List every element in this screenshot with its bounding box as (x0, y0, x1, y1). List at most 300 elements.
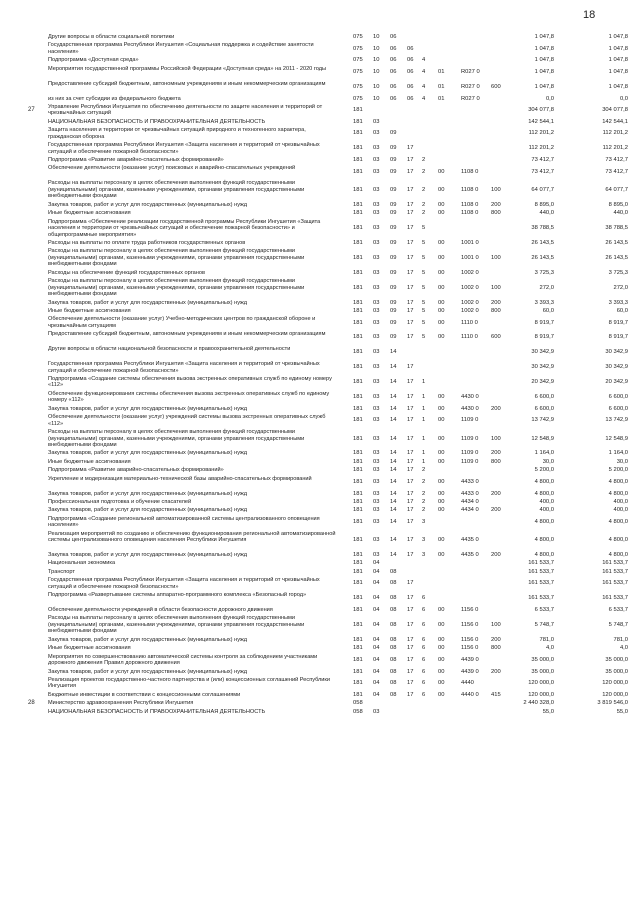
cell-s3: 4439 0 (461, 656, 479, 663)
cell-s3: 4434 0 (461, 507, 479, 514)
cell-pg: 17 (407, 168, 414, 175)
cell-gr: 181 (353, 645, 363, 652)
cell-a1: 272,0 (539, 284, 554, 291)
cell-pr: 06 (390, 34, 397, 40)
row-name: Закупка товаров, работ и услуг для государственных (муниципальных) нужд (48, 552, 248, 558)
cell-s1: 3 (422, 518, 426, 525)
cell-pr: 09 (390, 186, 397, 193)
cell-gr: 075 (353, 68, 363, 75)
cell-a2: 4 800,0 (608, 537, 628, 544)
cell-pg: 17 (407, 435, 414, 442)
cell-s1: 6 (422, 607, 426, 613)
table-row (0, 507, 640, 514)
cell-a2: 781,0 (613, 636, 628, 643)
cell-pr: 14 (390, 490, 397, 497)
table-row (0, 476, 640, 489)
row-name: Профессиональная подготовка и обучение спасателей (48, 498, 192, 505)
row-name: Национальная экономика (48, 560, 116, 567)
cell-a2: 30 342,9 (605, 349, 628, 356)
cell-pr: 09 (390, 157, 397, 163)
cell-a1: 161 533,7 (528, 580, 554, 587)
cell-rz: 03 (373, 168, 380, 175)
cell-a1: 30 342,9 (531, 364, 554, 371)
table-row (0, 429, 640, 449)
cell-s3: 1109 0 (461, 450, 479, 457)
table-row (0, 127, 640, 140)
cell-pr: 14 (390, 379, 397, 386)
cell-a2: 112 201,2 (602, 145, 628, 152)
cell-a1: 55,0 (542, 708, 554, 715)
cell-s1: 2 (422, 210, 426, 217)
cell-pr: 14 (390, 394, 397, 401)
cell-rz: 04 (373, 568, 380, 575)
row-name: Закупка товаров, работ и услуг для государственных (муниципальных) нужд (48, 299, 248, 306)
table-row (0, 157, 640, 164)
table-row (0, 331, 640, 344)
cell-pr: 09 (390, 307, 397, 314)
cell-a2: 112 201,2 (602, 130, 628, 137)
cell-pr: 09 (390, 269, 397, 276)
cell-s3: 1110 0 (461, 334, 478, 341)
cell-pr: 06 (390, 95, 397, 102)
cell-gr: 181 (353, 668, 363, 675)
cell-a2: 73 412,7 (605, 157, 628, 163)
table-row (0, 467, 640, 474)
row-name: из них за счет субсидии из федерального бюджета (48, 95, 181, 102)
cell-pr: 08 (390, 607, 397, 613)
cell-s3: R027 0 (461, 68, 480, 75)
cell-vr: 200 (491, 668, 501, 675)
table-row (0, 278, 640, 298)
cell-s1: 2 (422, 157, 426, 163)
cell-s2: 00 (438, 458, 445, 465)
cell-vr: 800 (491, 307, 501, 314)
cell-pr: 08 (390, 656, 397, 663)
cell-s2: 00 (438, 537, 445, 544)
cell-s3: 4434 0 (461, 498, 479, 505)
cell-gr: 181 (353, 560, 363, 567)
cell-s3: 4433 0 (461, 478, 479, 485)
cell-a2: 3 819 546,0 (597, 700, 628, 707)
cell-a1: 1 047,8 (534, 68, 554, 75)
table-row (0, 240, 640, 247)
row-name: Государственная программа Республики Ингушетия «Защита населения и территорий от чрезвычайных ситуаций и обеспечение пожарной безопасности» (48, 142, 320, 155)
cell-pr: 09 (390, 201, 397, 208)
cell-s1: 6 (422, 656, 426, 663)
cell-s1: 2 (422, 467, 426, 474)
cell-a2: 161 533,7 (602, 580, 628, 587)
cell-a1: 1 047,8 (534, 83, 554, 90)
cell-pg: 17 (407, 307, 414, 314)
cell-a1: 26 143,5 (531, 254, 554, 261)
cell-a2: 4 800,0 (608, 552, 628, 558)
cell-a2: 6 600,0 (608, 394, 628, 401)
table-row (0, 180, 640, 200)
cell-pg: 17 (407, 552, 414, 558)
cell-vr: 100 (491, 284, 501, 291)
row-name: Иные бюджетные ассигнования (48, 645, 131, 652)
table-row (0, 219, 640, 239)
cell-a2: 1 047,8 (608, 57, 628, 64)
cell-s3: 1108 0 (461, 168, 479, 175)
cell-a1: 1 047,8 (534, 57, 554, 64)
cell-s3: 1001 0 (461, 254, 479, 261)
cell-gr: 181 (353, 458, 363, 465)
cell-s3: 4435 0 (461, 552, 479, 558)
cell-pg: 17 (407, 490, 414, 497)
cell-a1: 161 533,7 (528, 568, 554, 575)
cell-vr: 200 (491, 201, 501, 208)
cell-a2: 1 047,8 (608, 45, 628, 52)
cell-s2: 00 (438, 210, 445, 217)
cell-s1: 5 (422, 319, 426, 326)
cell-pg: 17 (407, 157, 414, 163)
cell-pg: 17 (407, 334, 414, 341)
cell-a2: 142 544,1 (602, 118, 628, 125)
cell-rz: 04 (373, 607, 380, 613)
table-row (0, 104, 640, 117)
cell-a1: 30,0 (542, 458, 554, 465)
cell-a1: 12 548,9 (531, 435, 554, 442)
cell-vr: 600 (491, 83, 501, 90)
cell-a1: 1 047,8 (534, 34, 554, 40)
table-row (0, 615, 640, 635)
cell-s1: 2 (422, 186, 426, 193)
cell-gr: 181 (353, 580, 363, 587)
cell-gr: 181 (353, 417, 363, 424)
cell-s2: 00 (438, 239, 445, 246)
cell-a1: 8 919,7 (534, 334, 554, 341)
table-row (0, 316, 640, 329)
cell-rz: 03 (373, 478, 380, 485)
row-name: Расходы на выплаты персоналу в целях обеспечения выполнения функций государственными (муниципальными) органами, казенными учреждениями, органами управления государственными внебюджетными фондами (48, 180, 305, 200)
cell-a2: 4,0 (619, 645, 628, 652)
cell-pr: 09 (390, 168, 397, 175)
cell-s3: 1156 0 (461, 621, 479, 628)
cell-s2: 00 (438, 394, 445, 401)
cell-s2: 00 (438, 490, 445, 497)
row-name: Обеспечение деятельности (оказание услуг) Учебно-методических центров по гражданской обороне и чрезвычайным ситуациям (48, 316, 316, 329)
row-name: Подпрограмма «Развертывание системы аппаратно-программного комплекса «Безопасный город» (48, 592, 307, 599)
cell-vr: 200 (491, 552, 501, 558)
cell-pr: 14 (390, 467, 397, 474)
cell-rz: 03 (373, 552, 380, 558)
cell-gr: 181 (353, 107, 363, 114)
page-number: 18 (583, 9, 596, 21)
row-name: Обеспечение функционирования системы обеспечения вызова экстренных оперативных служб по единому номеру «112» (48, 390, 330, 404)
table-row (0, 165, 640, 178)
cell-rz: 03 (373, 405, 380, 412)
row-name: Реализация проектов государственно-частного партнерства и (или) концессионных соглашений Республики Ингушетия (48, 676, 331, 690)
cell-vr: 100 (491, 254, 501, 261)
cell-s1: 5 (422, 254, 426, 261)
row-name: Подпрограмма «Обеспечение реализации государственной программы Республики Ингушетия «Защита населения и территории от чрезвычайных ситуаций и обеспечение пожарной безопасности» и общепрограммные мероприятия» (48, 218, 321, 238)
cell-rz: 04 (373, 645, 380, 652)
cell-gr: 075 (353, 45, 363, 52)
cell-pr: 08 (390, 595, 397, 602)
cell-a2: 400,0 (613, 498, 628, 505)
cell-vr: 200 (491, 636, 501, 643)
cell-rz: 10 (373, 95, 380, 102)
cell-s3: 1108 0 (461, 201, 479, 208)
row-name: Подпрограмма «Создание региональной автоматизированной системы централизованного оповещения населения» (48, 515, 320, 529)
cell-gr: 181 (353, 157, 363, 163)
cell-pg: 17 (407, 284, 414, 291)
table-row (0, 210, 640, 217)
row-name: Расходы на выплаты персоналу в целях обеспечения выполнения функций государственными (муниципальными) органами, казенными учреждениями, органами управления государственными внебюджетными фондами (48, 429, 305, 448)
cell-s3: 1108 0 (461, 186, 479, 193)
cell-gr: 181 (353, 379, 363, 386)
cell-a2: 272,0 (613, 284, 628, 291)
cell-a2: 8 919,7 (608, 319, 628, 326)
table-row (0, 531, 640, 551)
table-row (0, 81, 640, 94)
cell-s1: 6 (422, 668, 426, 675)
cell-a1: 64 077,7 (531, 186, 554, 193)
cell-pr: 14 (390, 507, 397, 514)
cell-s1: 6 (422, 595, 426, 602)
cell-pr: 09 (390, 130, 397, 137)
row-name: Расходы на обеспечение функций государственных органов (48, 269, 205, 276)
row-name: Подпрограмма «Развитие аварийно-спасательных формирований» (48, 157, 224, 163)
cell-rz: 04 (373, 580, 380, 587)
cell-pr: 08 (390, 680, 397, 687)
cell-a2: 8 895,0 (608, 201, 628, 208)
cell-gr: 181 (353, 636, 363, 643)
cell-s1: 1 (422, 379, 426, 386)
cell-pg: 17 (407, 417, 414, 424)
cell-s1: 5 (422, 334, 426, 341)
cell-a1: 8 895,0 (534, 201, 554, 208)
cell-pr: 08 (390, 568, 397, 575)
cell-pg: 17 (407, 580, 414, 587)
cell-rz: 10 (373, 34, 380, 40)
cell-gr: 181 (353, 210, 363, 217)
cell-rz: 03 (373, 417, 380, 424)
cell-gr: 181 (353, 319, 363, 326)
table-row (0, 391, 640, 404)
cell-pr: 08 (390, 668, 397, 675)
table-row (0, 459, 640, 466)
cell-pr: 08 (390, 580, 397, 587)
cell-pg: 17 (407, 254, 414, 261)
cell-s2: 01 (438, 95, 445, 102)
row-name: Закупка товаров, работ и услуг для государственных (муниципальных) нужд (48, 405, 248, 412)
cell-gr: 181 (353, 284, 363, 291)
cell-s2: 00 (438, 168, 445, 175)
cell-s2: 00 (438, 269, 445, 276)
cell-s2: 00 (438, 405, 445, 412)
cell-s2: 00 (438, 636, 445, 643)
cell-pg: 17 (407, 507, 414, 514)
cell-vr: 600 (491, 334, 501, 341)
cell-vr: 800 (491, 645, 501, 652)
cell-vr: 200 (491, 507, 501, 514)
cell-a1: 26 143,5 (531, 239, 554, 246)
row-name: Обеспечение деятельности (оказание услуг) поисковых и аварийно-спасательных учреждений (48, 165, 296, 172)
cell-gr: 181 (353, 680, 363, 687)
cell-s2: 00 (438, 334, 445, 341)
cell-pg: 17 (407, 621, 414, 628)
cell-gr: 181 (353, 405, 363, 412)
cell-a2: 0,0 (619, 95, 628, 102)
cell-gr: 181 (353, 518, 363, 525)
cell-s1: 4 (422, 83, 426, 90)
cell-s3: R027 0 (461, 83, 480, 90)
row-name: Защита населения и территории от чрезвычайных ситуаций природного и техногенного характера, гражданская оборона (48, 127, 306, 140)
cell-a1: 142 544,1 (528, 118, 554, 125)
cell-s3: 4440 0 (461, 691, 479, 698)
cell-s1: 1 (422, 450, 426, 457)
cell-gr: 181 (353, 450, 363, 457)
cell-a1: 4 800,0 (534, 518, 554, 525)
cell-gr: 181 (353, 621, 363, 628)
row-name: Закупка товаров, работ и услуг для государственных (муниципальных) нужд (48, 507, 248, 514)
cell-rz: 03 (373, 307, 380, 314)
cell-rz: 04 (373, 680, 380, 687)
table-row (0, 119, 640, 126)
row-name: Министерство здравоохранения Республики Ингушетия (48, 700, 194, 707)
row-name: НАЦИОНАЛЬНАЯ БЕЗОПАСНОСТЬ И ПРАВООХРАНИТЕЛЬНАЯ ДЕЯТЕЛЬНОСТЬ (48, 708, 266, 715)
cell-gr: 181 (353, 334, 363, 341)
cell-a1: 6 533,7 (534, 607, 554, 613)
cell-gr: 181 (353, 691, 363, 698)
cell-rz: 10 (373, 68, 380, 75)
cell-vr: 200 (491, 405, 501, 412)
row-name: Транспорт (48, 568, 75, 575)
table-row (0, 677, 640, 690)
cell-pg: 17 (407, 607, 414, 613)
cell-a2: 1 047,8 (608, 68, 628, 75)
cell-a1: 112 201,2 (528, 145, 554, 152)
cell-pr: 06 (390, 45, 397, 52)
cell-s3: 4440 (461, 680, 474, 687)
cell-pr: 08 (390, 691, 397, 698)
cell-a2: 6 600,0 (608, 405, 628, 412)
cell-pg: 06 (407, 68, 414, 75)
cell-s1: 2 (422, 490, 426, 497)
row-name: Расходы на выплаты по оплате труда работников государственных органов (48, 239, 246, 246)
cell-pr: 09 (390, 284, 397, 291)
cell-pr: 08 (390, 621, 397, 628)
cell-a1: 6 600,0 (534, 394, 554, 401)
cell-a2: 1 047,8 (608, 34, 628, 40)
cell-pg: 06 (407, 83, 414, 90)
cell-a1: 3 393,3 (534, 299, 554, 306)
table-row (0, 406, 640, 413)
cell-pr: 08 (390, 636, 397, 643)
cell-pg: 17 (407, 299, 414, 306)
cell-gr: 181 (353, 507, 363, 514)
cell-vr: 200 (491, 299, 501, 306)
cell-a2: 4 800,0 (608, 490, 628, 497)
cell-rz: 10 (373, 45, 380, 52)
cell-s2: 00 (438, 668, 445, 675)
table-row (0, 96, 640, 103)
cell-s2: 00 (438, 284, 445, 291)
row-number: 27 (28, 107, 35, 114)
cell-gr: 181 (353, 568, 363, 575)
row-name: Закупка товаров, работ и услуг для государственных (муниципальных) нужд (48, 450, 248, 457)
cell-a2: 5 200,0 (608, 467, 628, 474)
cell-a2: 73 412,7 (605, 168, 628, 175)
cell-a2: 161 533,7 (602, 560, 628, 567)
cell-gr: 181 (353, 607, 363, 613)
cell-rz: 03 (373, 490, 380, 497)
cell-pg: 17 (407, 680, 414, 687)
cell-gr: 181 (353, 490, 363, 497)
cell-rz: 03 (373, 507, 380, 514)
cell-a1: 112 201,2 (528, 130, 554, 137)
cell-rz: 03 (373, 349, 380, 356)
cell-pr: 14 (390, 435, 397, 442)
table-row (0, 516, 640, 529)
cell-rz: 03 (373, 225, 380, 231)
table-row (0, 300, 640, 307)
cell-s1: 5 (422, 239, 426, 246)
table-row (0, 202, 640, 209)
cell-pg: 17 (407, 225, 414, 231)
cell-gr: 181 (353, 537, 363, 544)
cell-a2: 30 342,9 (605, 364, 628, 371)
cell-s1: 2 (422, 507, 426, 514)
cell-pr: 14 (390, 417, 397, 424)
cell-gr: 181 (353, 186, 363, 193)
cell-a2: 64 077,7 (605, 186, 628, 193)
cell-s1: 2 (422, 168, 426, 175)
cell-pg: 17 (407, 186, 414, 193)
cell-gr: 181 (353, 299, 363, 306)
cell-a1: 5 200,0 (534, 467, 554, 474)
cell-pr: 14 (390, 537, 397, 544)
table-row (0, 569, 640, 576)
cell-a1: 161 533,7 (528, 595, 554, 602)
cell-gr: 181 (353, 225, 363, 231)
cell-pg: 17 (407, 405, 414, 412)
cell-s1: 5 (422, 269, 426, 276)
cell-gr: 058 (353, 708, 363, 715)
cell-gr: 181 (353, 201, 363, 208)
row-name: Обеспечение деятельности (оказание услуг) учреждений системы вызова экстренных оперативных служб «112» (48, 414, 326, 427)
row-name: Расходы на выплаты персоналу в целях обеспечения выполнения функций государственными (муниципальными) органами, казенными учреждениями, органами управления государственными внебюджетными фондами (48, 615, 305, 635)
cell-a2: 400,0 (613, 507, 628, 514)
cell-s1: 1 (422, 458, 426, 465)
cell-a2: 120 000,0 (602, 680, 628, 687)
cell-a1: 400,0 (539, 498, 554, 505)
table-row (0, 700, 640, 707)
cell-a2: 35 000,0 (605, 656, 628, 663)
row-name: Предоставление субсидий бюджетным, автономным учреждениям и иным некоммерческим организациям (48, 331, 326, 338)
table-row (0, 414, 640, 427)
cell-rz: 03 (373, 118, 380, 125)
table-row (0, 270, 640, 277)
cell-s1: 2 (422, 201, 426, 208)
cell-pr: 14 (390, 478, 397, 485)
cell-pg: 17 (407, 668, 414, 675)
cell-pg: 17 (407, 239, 414, 246)
row-name: Обеспечение деятельности учреждений в области безопасности дорожного движения (48, 607, 273, 613)
cell-pg: 06 (407, 45, 414, 52)
cell-pr: 06 (390, 68, 397, 75)
table-row (0, 308, 640, 315)
cell-s1: 6 (422, 621, 426, 628)
cell-s2: 00 (438, 201, 445, 208)
cell-a1: 400,0 (539, 507, 554, 514)
cell-a1: 4,0 (545, 645, 554, 652)
cell-s2: 00 (438, 645, 445, 652)
cell-a2: 26 143,5 (605, 239, 628, 246)
cell-s1: 4 (422, 68, 426, 75)
